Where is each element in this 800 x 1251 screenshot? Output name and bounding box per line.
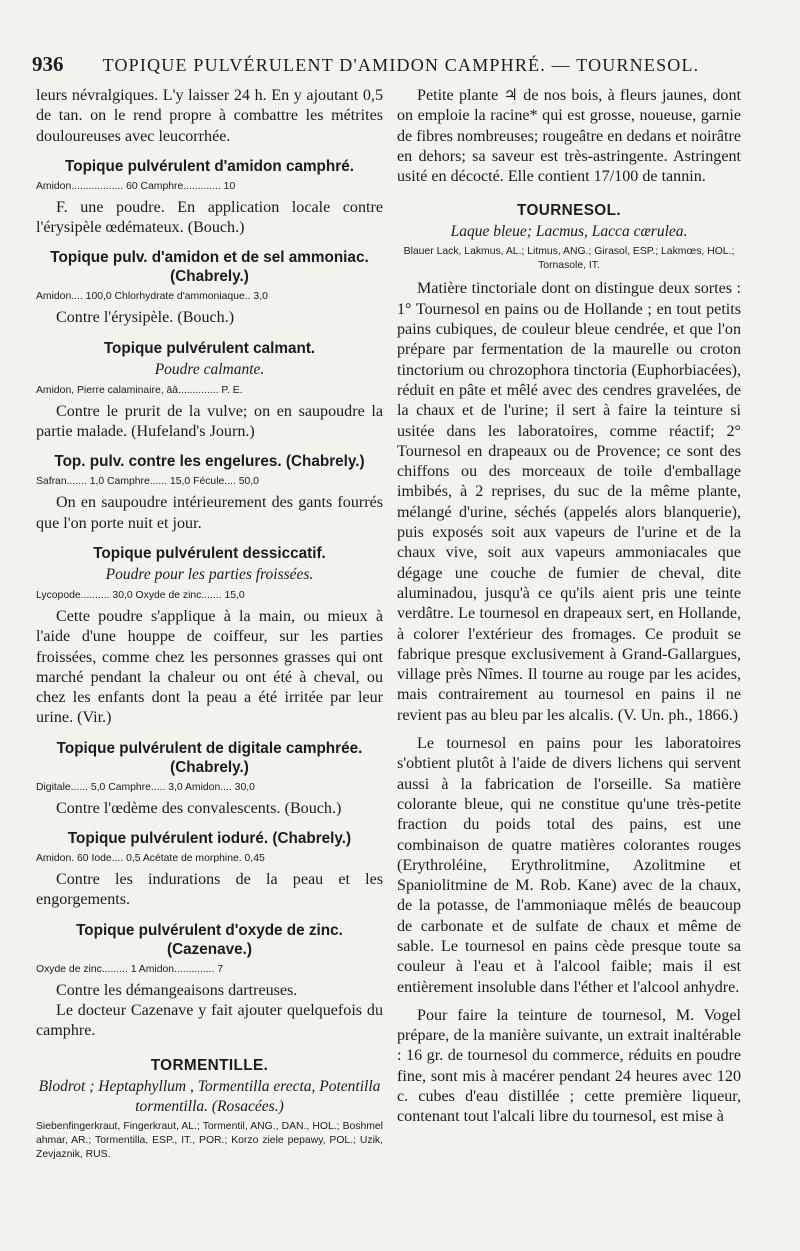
section-title: Topique pulvérulent calmant. [103,339,316,357]
section-text: Contre les indurations de la peau et les engorgements. [36,871,383,909]
tormentille-description: Petite plante ♃ de nos bois, à fleurs jaunes, dont on emploie la racine* qui est grosse, noueuse, garnie de fibres nombreuses; rougeâtre en dedans et noirâtre en dehors; sa saveur est très-astringente. Astringent usité en décocté. Elle contient 17/100 de tannin. [397,87,741,186]
ingredients-line: Amidon.................. 60 Camphre............. 10 [36,180,236,192]
tournesol-paragraph-1: Matière tinctoriale dont on distingue deux sortes : 1° Tournesol en pains ou de Hollande ; en tout petits pains cubiques, de couleur bleue cendrée, et que l'on prépare par fermentation de la maurelle ou croton tinctorium ou chrozophora tinctoria (Euphorbiacées), réduit en pâte et mêlé avec des cendres gravelées, de la chaux et de l'urine; il sert à faire la teinture si usitée dans les laboratoires, comme réactif; 2° Tournesol en drapeaux ou de Provence; ce sont des chiffons ou des morceaux de toile d'emballage imbibés, à 2 reprises, du suc de la même plante, mélangé d'urine, séchés (appelés alors blanquerie), puis exposés soit aux vapeurs de l'urine et de la chaux vive, soit aux vapeurs ammoniacales que dégage une couche de fumier de cheval, dite aluminadou, jusqu'à ce qu'ils aient pris une teinte verdâtre. Le tournesol en drapeaux sert, en Hollande, à colorer l'extérieur des fromages. Ce produit se fabrique presque exclusivement à Grand-Gallargues, village près Nîmes. Il tourne au rouge par les acides, mais contrairement au tournesol en pains il ne revient pas au bleu par les alcalis. (V. Un. ph., 1866.) [397,280,741,724]
section-title: Topique pulvérulent de digitale camphrée. (Chabrely.) [56,739,363,776]
section-title: Topique pulvérulent dessiccatif. [93,544,326,562]
page-number: 936 [32,52,64,76]
page-header [32,52,710,82]
section-text: Contre les démangeaisons dartreuses. [56,981,298,999]
section-text: Contre le prurit de la vulve; on en saupoudre la partie malade. (Hufeland's Journ.) [36,402,383,441]
entry-synonyms: Blauer Lack, Lakmus, AL.; Litmus, ANG.; Girasol, ESP.; Lakmœs, HOL.; Tornasole, IT. [403,246,735,272]
intro-paragraph: leurs névralgiques. L'y laisser 24 h. En y ajoutant 0,5 de tan. on le rend propre à combattre les métrites douloureuses avec leucorrhée. [36,87,383,145]
section-title: Topique pulv. d'amidon et de sel ammoniac. (Chabrely.) [50,249,369,286]
entry-title: TORMENTILLE. [150,1056,269,1074]
entry-names: Blodrot ; Heptaphyllum , Tormentilla erecta, Potentilla tormentilla. (Rosacées.) [38,1077,381,1115]
section-title: Topique pulvérulent d'amidon camphré. [65,157,354,175]
section-title: Top. pulv. contre les engelures. (Chabrely.) [54,453,365,471]
entry-subtitle: Laque bleue; Lacmus, Lacca cærulea. [450,223,688,241]
ingredients-line: Lycopode.......... 30,0 Oxyde de zinc....... 15,0 [36,589,245,601]
ingredients-line: Safran....... 1,0 Camphre...... 15,0 Fécule.... 50,0 [36,476,259,488]
ingredients-line: Amidon.... 100,0 Chlorhydrate d'ammoniaque.. 3,0 [36,291,268,303]
section-subtitle: Poudre calmante. [154,360,265,378]
ingredients-line: Amidon. 60 Iode.... 0,5 Acétate de morphine. 0,45 [36,853,265,865]
ingredients-line: Amidon, Pierre calaminaire, āā.............. P. E. [36,384,243,396]
left-column [36,86,383,1168]
running-title: TOPIQUE PULVÉRULENT D'AMIDON CAMPHRÉ. — TOURNESOL. [102,55,700,75]
section-text: Le docteur Cazenave y fait ajouter quelquefois du camphre. [36,1001,383,1040]
tournesol-paragraph-3: Pour faire la teinture de tournesol, M. Vogel prépare, de la manière suivante, un extrait inaltérable : 16 gr. de tournesol du commerce, réduits en poudre fine, sont mis à macérer pendant 24 heures avec 120 c. cubes d'eau distillée ; cette première liqueur, contenant tout l'alcali libre du tournesol, est mise à [397,1006,741,1126]
right-column [397,86,741,1128]
ingredients-line: Oxyde de zinc......... 1 Amidon.............. 7 [36,963,224,975]
section-text: On en saupoudre intérieurement des gants fourrés que l'on porte nuit et jour. [36,494,383,532]
section-text: Cette poudre s'applique à la main, ou mieux à l'aide d'une houppe de coiffeur, sur les parties froissées, comme chez les personnes grasses qui ont marché pendant la chaleur ou ont été à cheval, ou chez les enfants dont la peau a été irritée par leur urine. (Vir.) [36,607,383,727]
section-text: F. une poudre. En application locale contre l'érysipèle œdémateux. (Bouch.) [36,198,383,237]
tournesol-paragraph-2: Le tournesol en pains pour les laboratoires s'obtient plutôt à l'aide de divers lichens qui servent aussi à la fabrication de l'orseille. Sa matière colorante bleue, qui ne constitue qu'une très-petite fraction du poids total des pains, est une combinaison de quatre matières colorantes rouges (Erythroléine, Erythrolitmine, Azolitmine et Spaniolitmine de M. Rob. Kane) avec de la chaux, de la potasse, de l'ammoniaque mêlés de beaucoup de carbonate et de sulfate de chaux et même de sable. Le tournesol en pains cède presque toute sa couleur à l'eau et à l'alcool faible; mais il est entièrement insoluble dans l'éther et l'alcool anhydre. [397,735,741,996]
section-title: Topique pulvérulent d'oxyde de zinc. (Cazenave.) [76,921,343,958]
entry-synonyms: Siebenfingerkraut, Fingerkraut, AL.; Tormentil, ANG., DAN., HOL.; Boshmel ahmar, AR.; Tormentilla, ESP., IT., POR.; Korzo ziele pepawy, POL.; Uzik, Zevjaznik, RUS. [36,1120,383,1160]
section-subtitle: Poudre pour les parties froissées. [105,565,314,583]
entry-title: TOURNESOL. [516,202,621,220]
section-text: Contre l'érysipèle. (Bouch.) [56,309,235,327]
section-title: Topique pulvérulent ioduré. (Chabrely.) [67,830,352,848]
section-text: Contre l'œdème des convalescents. (Bouch.) [56,799,342,817]
ingredients-line: Digitale...... 5,0 Camphre..... 3,0 Amidon.... 30,0 [36,781,255,793]
